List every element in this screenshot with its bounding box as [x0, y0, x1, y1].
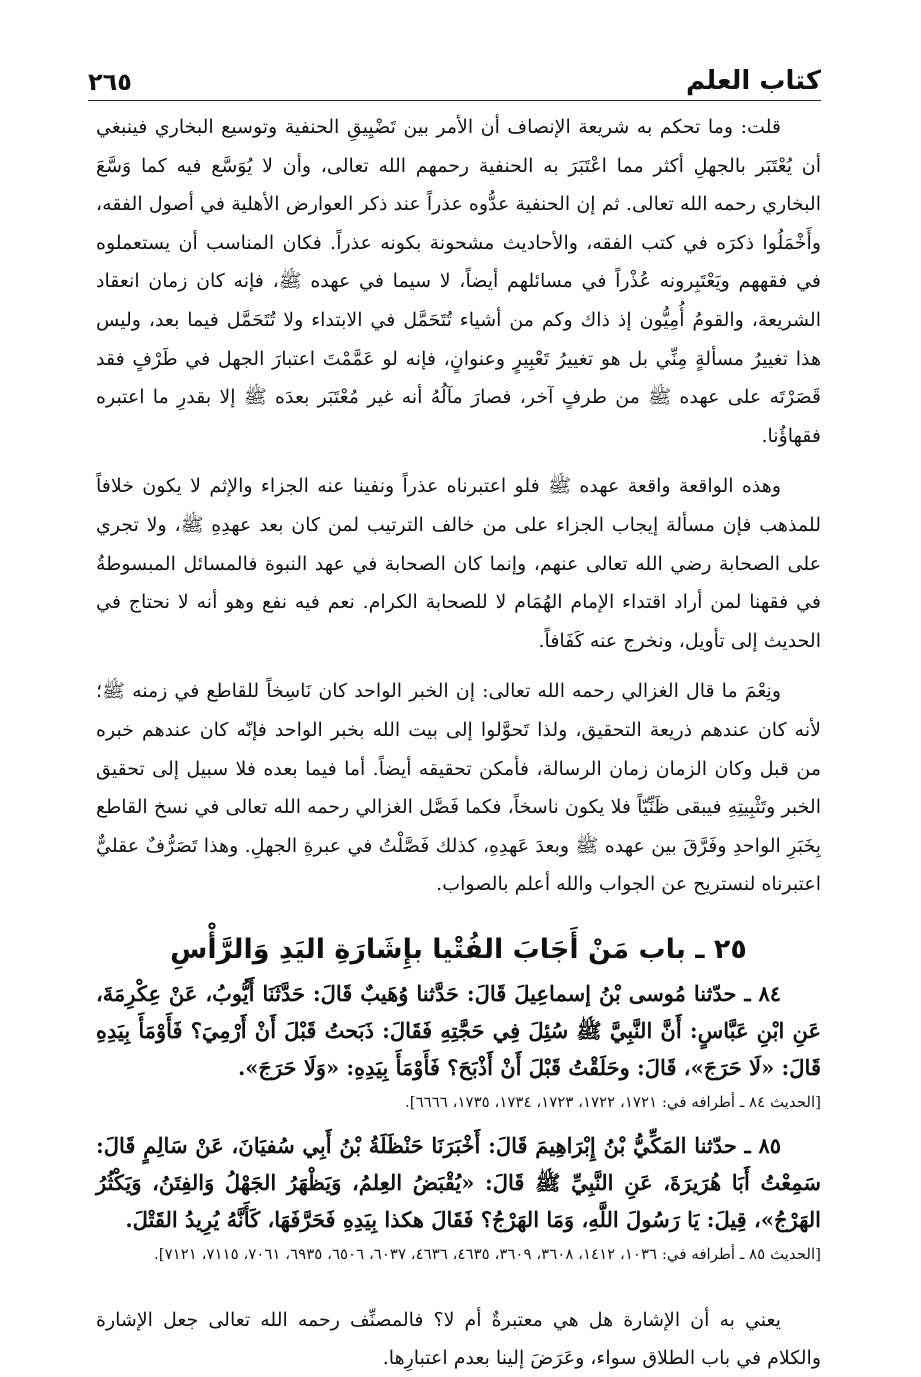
page-number: ٢٦٥: [88, 68, 132, 96]
commentary-paragraph-2: وهذه الواقعة واقعة عهده ﷺ فلو اعتبرناه عذراً ونفينا عنه الجزاء والإثم لا يكون خلافاً للمذهب فإن مسألة إيجاب الجزاء على من خالف الترتيب لمن كان بعد عهدِهِ ﷺ، ولا تجري على الصحابة رضي الله تعالى عنهم، وإنما كان الصحابة في عهد النبوة فالمسائل المبسوطةُ في فقهنا لمن أراد اقتداء الإمام الهُمَام لا للصحابة الكرام. نعم فيه نفع وهو أنه لا نحتاج في الحديث إلى تأويل، ونخرج عنه كَفَافاً.: [96, 475, 821, 652]
running-header: [88, 56, 821, 101]
hadith-85-text: ٨٥ ـ حدّثنا المَكِّيُّ بْنُ إِبْرَاهِيمَ قَالَ: أَخْبَرَنَا حَنْظَلَةُ بْنُ أَبِي سُفيَانَ، عَنْ سَالِمٍ قَالَ: سَمِعْتُ أَبَا هُرَيرَةَ، عَنِ النَّبِيِّ ﷺ قَالَ: «يُقْبَضُ العِلمُ، وَيَظْهَرُ الجَهْلُ وَالفِتَنُ، وَيَكْثُرُ الهَرْجُ»، قِيلَ: يَا رَسُولَ اللَّهِ، وَمَا الهَرْجُ؟ فَقَالَ هكذا بِيَدِهِ فَحَرَّفَهَا، كَأَنَّهُ يُرِيدُ القَتْلَ.: [96, 1132, 821, 1232]
hadith-84-text: ٨٤ ـ حدّثنا مُوسى بْنُ إسماعِيلَ قَالَ: حَدَّثنا وُهَيبٌ قَالَ: حَدَّثَنَا أَيُّوبُ، عَنْ عِكْرِمَةَ، عَنِ ابْنِ عَبَّاسٍ: أَنَّ النَّبِيَّ ﷺ سُئِلَ فِي حَجَّتِهِ فَقَالَ: ذَبَحتُ قَبْلَ أَنْ أَرْمِيَ؟ فَأَوْمَأَ بِيَدِهِ قَالَ: «لَا حَرَجَ»، قَالَ: وحَلَقْتُ قَبْلَ أَنْ أَذْبَحَ؟ فَأَوْمَأَ بِيَدِهِ: «وَلَا حَرَجَ».: [96, 980, 821, 1080]
book-title: كتاب العلم: [685, 66, 821, 96]
page-body: [96, 108, 821, 1377]
commentary-paragraph-3: ونِعْمَ ما قال الغزالي رحمه الله تعالى: إن الخبر الواحد كان نَاسِخاً للقاطع في زمنه ﷺ؛ لأنه كان عندهم ذريعة التحقيق، ولذا تَحوَّلوا إلى بيت الله بخبر الواحد فإنّه كان عندهم خبره من قبل وكان الزمان زمان الرسالة، فأمكن تحقيقه أيضاً. أما فيما بعده فلا سبيل إلى تحقيق الخبر وتَثْبِيتِهِ فيبقى ظَنِّيّاً فلا يكون ناسخاً، فكما فَصَّل الغزالي رحمه الله تعالى في نسخ القاطع بِخَبَرِ الواحدِ وفَرَّقَ بين عهده ﷺ وبعدَ عَهدِهِ، كذلك فَصَّلْتُ في عبرةِ الجهلِ. وهذا تَصَرُّفٌ عقليٌّ اعتبرناه لنستريح عن الجواب والله أعلم بالصواب.: [96, 680, 821, 896]
chapter-heading: ٢٥ ـ باب مَنْ أَجَابَ الفُتْيا بإِشَارَةِ اليَدِ وَالرَّأْسِ: [170, 933, 747, 965]
hadith-84-reference: [الحديث ٨٤ ـ أطرافه في: ١٧٢١، ١٧٢٢، ١٧٢٣، ١٧٣٤، ١٧٣٥، ٦٦٦٦].: [405, 1092, 821, 1111]
commentary-paragraph-1: قلت: وما تحكم به شريعة الإنصاف أن الأمر بين تَضْيِيقِ الحنفية وتوسيع البخاري فينبغي أن يُعْتَبَر بالجهلِ أكثر مما اعْتَبَرَ به الحنفية رحمهم الله تعالى، وأن لا يُوَسَّع فيه كما وَسَّعَ البخاري رحمه الله تعالى. ثم إن الحنفية عدُّوه عذراً عند ذكر العوارض الأهلية في أصول الفقه، وأَخْمَلُوا ذكرَه في كتب الفقه، والأحاديث مشحونة بكونه عذراً. فكان المناسب أن يستعملوه في فقههم ويَعْتَبِرونه عُذْراً في مسائلهم أيضاً، لا سيما في عهده ﷺ، فإنه كان زمان انعقاد الشريعة، والقومُ أُمِيُّون إذ ذاك وكم من أشياء تُتَحَمَّل في الابتداء ولا تُتَحَمَّل فيما بعد، وليس هذا تغييرُ مسألةٍ مِنِّي بل هو تغييرُ تَعْبِيرٍ وعنوانٍ، فإنه لو عَمَّمْتَ اعتبارَ الجهل في طَرْفٍ فقد قَصَرْتَه على عهده ﷺ من طرفٍ آخر، فصارَ مآلُهُ أنه غير مُعْتَبَر بعدَه ﷺ إلا بقدرِ ما اعتبره فقهاؤُنا.: [96, 116, 821, 447]
closing-note: يعني به أن الإشارة هل هي معتبرةٌ أم لا؟ فالمصنِّف رحمه الله تعالى جعل الإشارة والكلام في باب الطلاق سواء، وعَرَضَ إلينا بعدم اعتبارِها.: [96, 1308, 821, 1369]
hadith-85-reference: [الحديث ٨٥ ـ أطرافه في: ١٠٣٦، ١٤١٢، ٣٦٠٨، ٣٦٠٩، ٤٦٣٥، ٤٦٣٦، ٦٠٣٧، ٦٥٠٦، ٦٩٣٥، ٧٠٦١، ٧١١٥، ٧١٢١].: [153, 1244, 821, 1263]
